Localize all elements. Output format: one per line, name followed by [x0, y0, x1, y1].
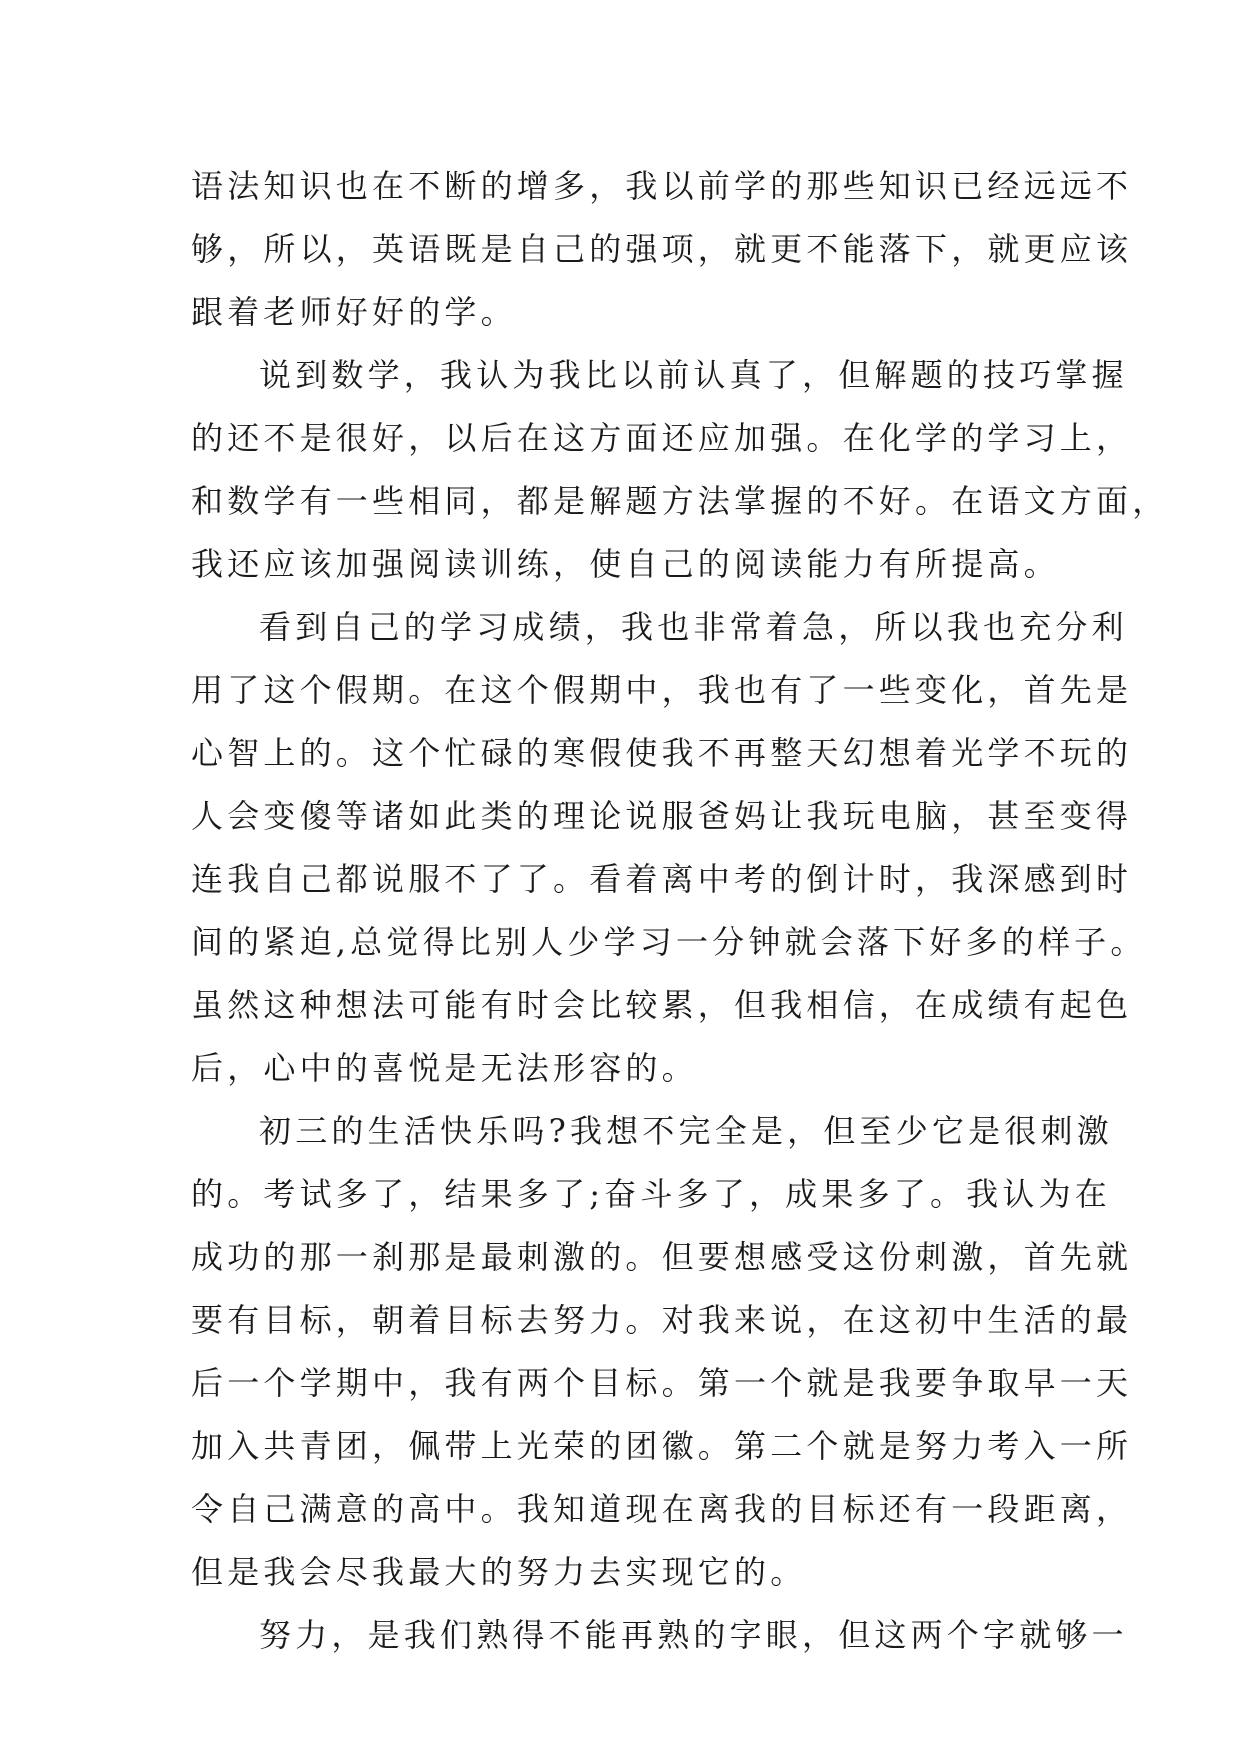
text-line: 连我自己都说服不了了。看着离中考的倒计时，我深感到时	[191, 860, 1133, 898]
text-line: 要有目标，朝着目标去努力。对我来说，在这初中生活的最	[191, 1301, 1133, 1339]
text-line: 语法知识也在不断的增多，我以前学的那些知识已经远远不	[191, 167, 1133, 205]
text-line: 和数学有一些相同，都是解题方法掌握的不好。在语文方面，	[191, 482, 1169, 520]
text-line: 用了这个假期。在这个假期中，我也有了一些变化，首先是	[191, 671, 1133, 709]
text-line: 心智上的。这个忙碌的寒假使我不再整天幻想着光学不玩的	[191, 734, 1133, 772]
paragraph-start-line: 初三的生活快乐吗?我想不完全是，但至少它是很刺激	[259, 1112, 1113, 1150]
paragraph-start-line: 努力，是我们熟得不能再熟的字眼，但这两个字就够一	[259, 1616, 1128, 1654]
text-line: 令自己满意的高中。我知道现在离我的目标还有一段距离，	[191, 1490, 1133, 1528]
text-line: 成功的那一刹那是最刺激的。但要想感受这份刺激，首先就	[191, 1238, 1133, 1276]
text-line: 够，所以，英语既是自己的强项，就更不能落下，就更应该	[191, 230, 1133, 268]
text-line: 间的紧迫,总觉得比别人少学习一分钟就会落下好多的样子。	[191, 923, 1147, 961]
text-line: 的。考试多了，结果多了;奋斗多了，成果多了。我认为在	[191, 1175, 1111, 1213]
text-line: 加入共青团，佩带上光荣的团徽。第二个就是努力考入一所	[191, 1427, 1133, 1465]
body-text	[191, 155, 1169, 1667]
text-line: 人会变傻等诸如此类的理论说服爸妈让我玩电脑，甚至变得	[191, 797, 1133, 835]
text-line: 但是我会尽我最大的努力去实现它的。	[191, 1553, 807, 1591]
paragraph-start-line: 看到自己的学习成绩，我也非常着急，所以我也充分利	[259, 608, 1128, 646]
paragraph-start-line: 说到数学，我认为我比以前认真了，但解题的技巧掌握	[259, 356, 1128, 394]
text-line: 后，心中的喜悦是无法形容的。	[191, 1049, 698, 1087]
text-line: 跟着老师好好的学。	[191, 293, 517, 331]
text-line: 后一个学期中，我有两个目标。第一个就是我要争取早一天	[191, 1364, 1133, 1402]
text-line: 的还不是很好，以后在这方面还应加强。在化学的学习上，	[191, 419, 1133, 457]
text-line: 我还应该加强阅读训练，使自己的阅读能力有所提高。	[191, 545, 1060, 583]
text-line: 虽然这种想法可能有时会比较累，但我相信，在成绩有起色	[191, 986, 1133, 1024]
